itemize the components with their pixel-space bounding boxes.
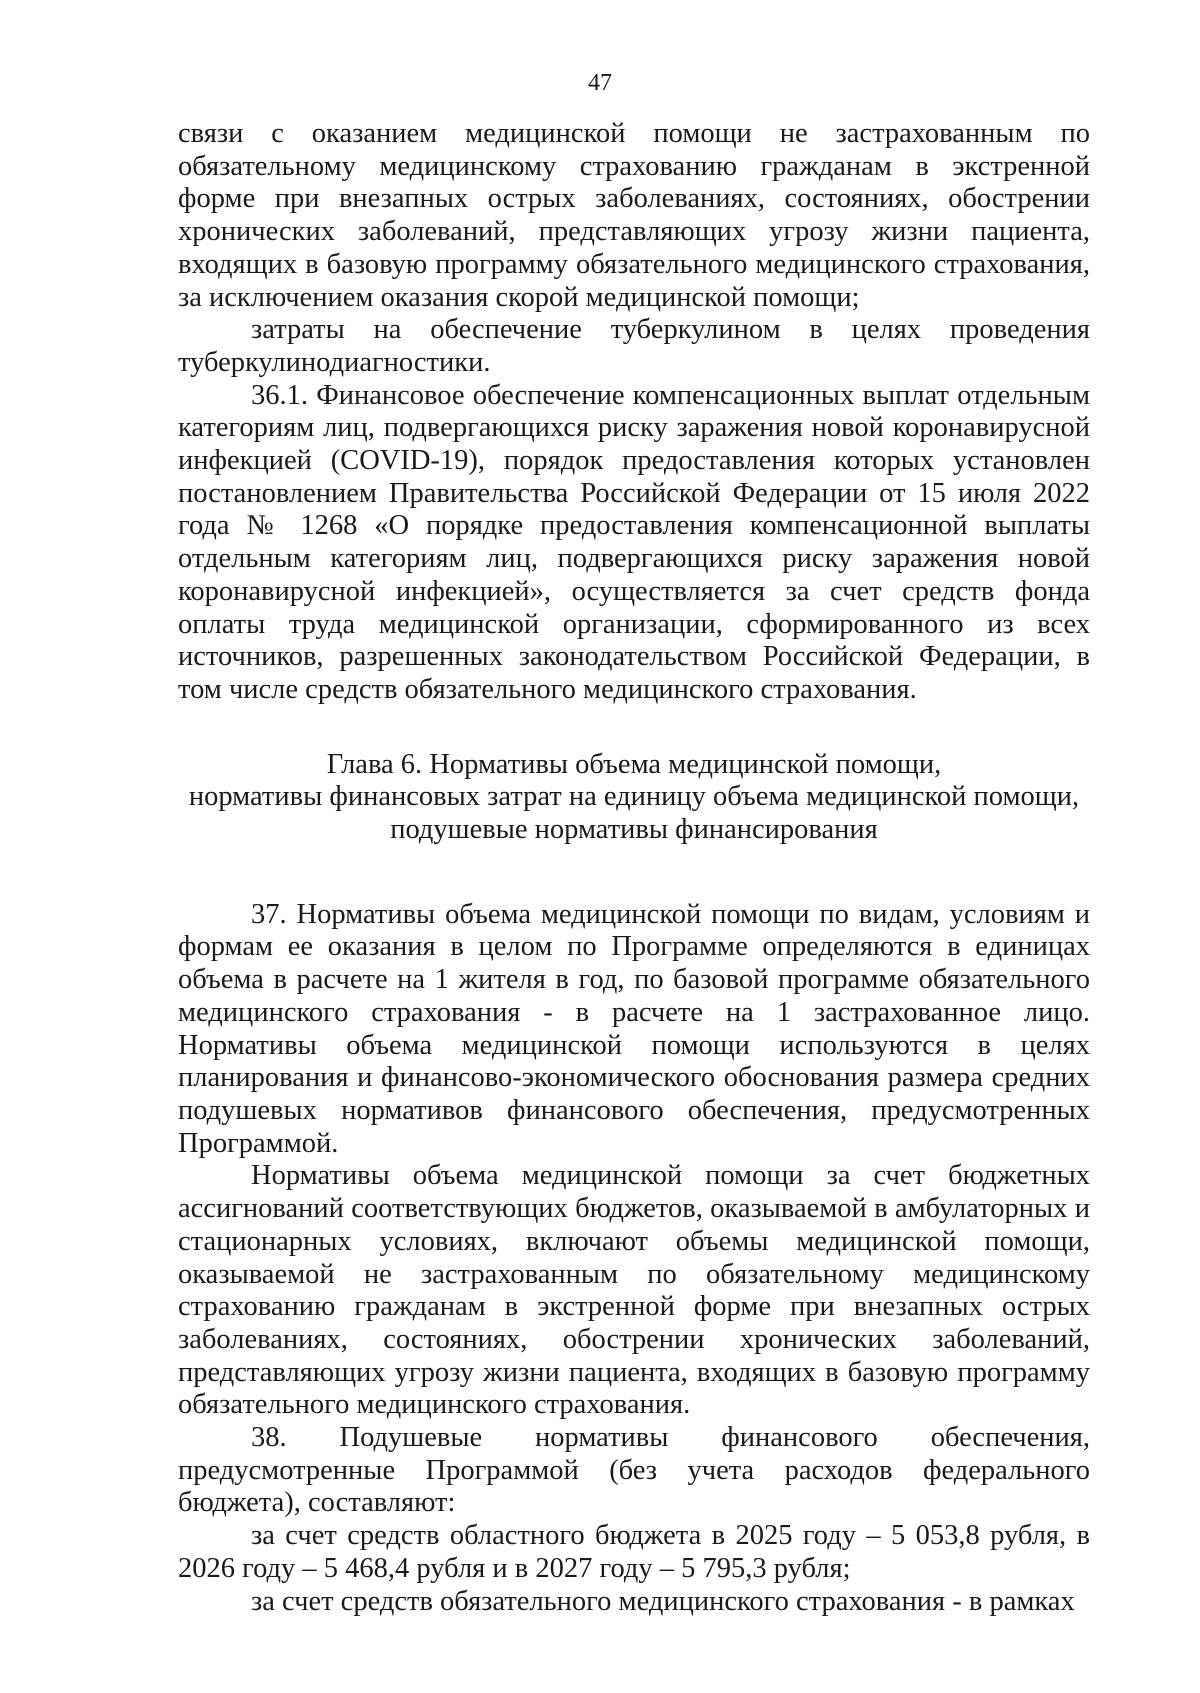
paragraph-budget-volume-norms: Нормативы объема медицинской помощи за счет бюджетных ассигнований соответствующих бюджетов, оказываемой в амбулаторных и стационарных условиях, включают объемы медицинской помощи, оказываемой не застрахованным по обязательному медицинскому страхованию гражданам в экстренной форме при внезапных острых заболеваниях, состояниях, обострении хронических заболеваний, представляющих угрозу жизни пациента, входящих в базовую программу обязательного медицинского страхования. — [178, 1160, 1090, 1421]
document-body — [178, 118, 1090, 1618]
paragraph-38-per-capita-norms: 38. Подушевые нормативы финансового обеспечения, предусмотренные Программой (без учета расходов федерального бюджета), составляют: — [178, 1422, 1090, 1519]
spacer — [178, 847, 1090, 899]
chapter-heading-line-3: подушевые нормативы финансирования — [390, 814, 878, 846]
spacer — [178, 707, 1090, 749]
chapter-heading-line-2: нормативы финансовых затрат на единицу объема медицинской помощи, — [188, 781, 1080, 813]
page-number: 47 — [588, 70, 612, 96]
paragraph-tuberculin-costs: затраты на обеспечение туберкулином в целях проведения туберкулинодиагностики. — [178, 314, 1090, 378]
paragraph-emergency-care-continuation: связи с оказанием медицинской помощи не застрахованным по обязательному медицинскому страхованию гражданам в экстренной форме при внезапных острых заболеваниях, состояниях, обострении хронических заболеваний, представляющих угрозу жизни пациента, входящих в базовую программу обязательного медицинского страхования, за исключением оказания скорой медицинской помощи; — [178, 118, 1090, 313]
paragraph-36-1-compensation: 36.1. Финансовое обеспечение компенсационных выплат отдельным категориям лиц, подвергающихся риску заражения новой коронавирусной инфекцией (COVID-19), порядок предоставления которых установлен постановлением Правительства Российской Федерации от 15 июля 2022 года № 1268 «О порядке предоставления компенсационной выплаты отдельным категориям лиц, подвергающихся риску заражения новой коронавирусной инфекцией», осуществляется за счет средств фонда оплаты труда медицинской организации, сформированного из всех источников, разрешенных законодательством Российской Федерации, в том числе средств обязательного медицинского страхования. — [178, 379, 1090, 705]
paragraph-37-volume-norms: 37. Нормативы объема медицинской помощи по видам, условиям и формам ее оказания в целом по Программе определяются в единицах объема в расчете на 1 жителя в год, по базовой программе обязательного медицинского страхования - в расчете на 1 застрахованное лицо. Нормативы объема медицинской помощи используются в целях планирования и финансово-экономического обоснования размера средних подушевых нормативов финансового обеспечения, предусмотренных Программой. — [178, 898, 1090, 1159]
paragraph-oms-continuation: за счет средств обязательного медицинского страхования - в рамках — [251, 1585, 1075, 1617]
paragraph-regional-budget-amounts: за счет средств областного бюджета в 2025 году – 5 053,8 рубля, в 2026 году – 5 468,4 рубля и в 2027 году – 5 795,3 рубля; — [178, 1520, 1090, 1584]
chapter-heading-line-1: Глава 6. Нормативы объема медицинской помощи, — [326, 748, 942, 780]
